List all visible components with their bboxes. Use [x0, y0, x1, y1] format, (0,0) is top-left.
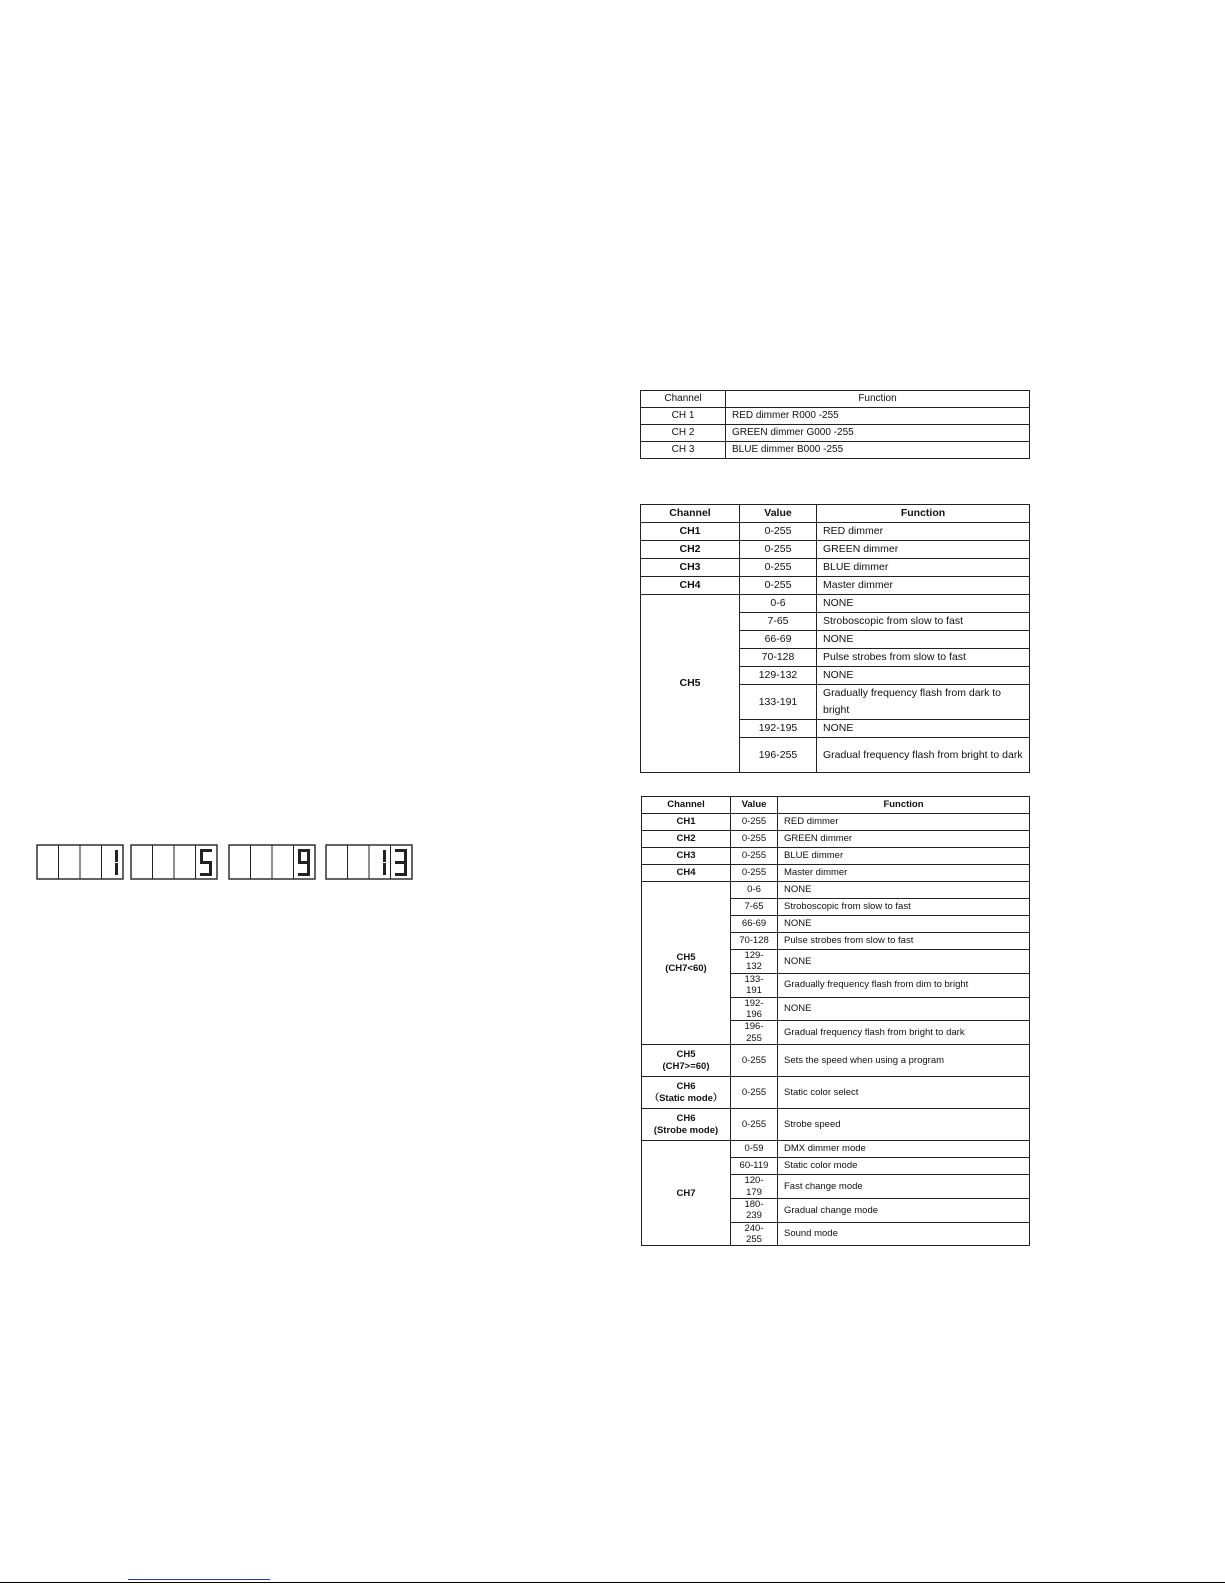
- value-cell: 7-65: [740, 613, 817, 631]
- channel-name: CH6: [676, 1113, 696, 1125]
- table-header-row: [641, 505, 1030, 523]
- value-cell: 240-255: [731, 1222, 778, 1246]
- function-cell: Strobe speed: [778, 1109, 1030, 1141]
- value-cell: 66-69: [731, 916, 778, 933]
- value-cell: 192-196: [731, 997, 778, 1021]
- channel-table-5ch: [640, 504, 1030, 773]
- function-cell: Pulse strobes from slow to fast: [778, 933, 1030, 950]
- column-header: Channel: [641, 505, 740, 523]
- function-cell: Static color mode: [778, 1158, 1030, 1175]
- value-cell: 129-132: [740, 667, 817, 685]
- channel-name: CH5: [676, 951, 696, 963]
- value-cell: 0-255: [740, 559, 817, 577]
- value-cell: 0-6: [731, 882, 778, 899]
- function-cell: Master dimmer: [817, 577, 1030, 595]
- display-address-5: [131, 845, 217, 879]
- page-bottom-rule: [0, 1582, 1225, 1583]
- channel-cell: [642, 882, 731, 1045]
- column-header: Function: [778, 797, 1030, 814]
- function-cell: BLUE dimmer B000 -255: [726, 442, 1030, 459]
- function-cell: Fast change mode: [778, 1175, 1030, 1199]
- table-row: [642, 1045, 1030, 1077]
- channel-cell: CH4: [641, 577, 740, 595]
- function-cell: RED dimmer: [817, 523, 1030, 541]
- table-row: [641, 559, 1030, 577]
- table-header-row: [641, 391, 1030, 408]
- table-row: [641, 408, 1030, 425]
- channel-cell: CH2: [642, 831, 731, 848]
- channel-name: CH5: [676, 1049, 696, 1061]
- function-cell: BLUE dimmer: [778, 848, 1030, 865]
- function-cell: DMX dimmer mode: [778, 1141, 1030, 1158]
- value-cell: 0-255: [740, 523, 817, 541]
- channel-cell: CH1: [642, 814, 731, 831]
- value-cell: 0-255: [731, 865, 778, 882]
- function-cell: RED dimmer: [778, 814, 1030, 831]
- channel-cell: CH1: [641, 523, 740, 541]
- value-cell: 70-128: [731, 933, 778, 950]
- table-row: [641, 442, 1030, 459]
- channel-cell: CH 1: [641, 408, 726, 425]
- channel-cell: CH4: [642, 865, 731, 882]
- function-cell: Static color select: [778, 1077, 1030, 1109]
- channel-cell: CH3: [642, 848, 731, 865]
- value-cell: 196-255: [740, 738, 817, 773]
- channel-condition: （Static mode）: [649, 1092, 723, 1104]
- function-cell: Sound mode: [778, 1222, 1030, 1246]
- channel-condition: (CH7<60): [665, 963, 707, 975]
- digit-1: [383, 850, 386, 875]
- function-cell: NONE: [817, 631, 1030, 649]
- channel-cell: [642, 1045, 731, 1077]
- value-cell: 180-239: [731, 1198, 778, 1222]
- function-cell: Gradual change mode: [778, 1198, 1030, 1222]
- function-cell: Pulse strobes from slow to fast: [817, 649, 1030, 667]
- value-cell: 0-255: [731, 848, 778, 865]
- table-header-row: [642, 797, 1030, 814]
- value-cell: 0-255: [731, 831, 778, 848]
- function-cell: NONE: [817, 667, 1030, 685]
- column-header: Channel: [642, 797, 731, 814]
- function-cell: NONE: [817, 720, 1030, 738]
- function-cell: BLUE dimmer: [817, 559, 1030, 577]
- value-cell: 0-255: [731, 1077, 778, 1109]
- function-cell: Master dimmer: [778, 865, 1030, 882]
- display-address-9: [229, 845, 315, 879]
- column-header: Function: [726, 391, 1030, 408]
- footnote-link-line[interactable]: [128, 1579, 270, 1580]
- function-cell: Sets the speed when using a program: [778, 1045, 1030, 1077]
- value-cell: 196-255: [731, 1021, 778, 1045]
- function-cell: Gradual frequency flash from bright to dark: [778, 1021, 1030, 1045]
- channel-table-7ch: [641, 796, 1030, 1246]
- column-header: Value: [740, 505, 817, 523]
- table-row: [641, 595, 1030, 613]
- table-row: [642, 1077, 1030, 1109]
- channel-condition: (CH7>=60): [662, 1060, 710, 1072]
- function-cell: Gradual frequency flash from bright to dark: [817, 738, 1030, 773]
- table-row: [642, 865, 1030, 882]
- table-row: [641, 425, 1030, 442]
- function-cell: Stroboscopic from slow to fast: [817, 613, 1030, 631]
- digit-5: [200, 849, 212, 876]
- value-cell: 133-191: [740, 685, 817, 720]
- function-cell: NONE: [778, 997, 1030, 1021]
- table-row: [642, 882, 1030, 899]
- table-row: [641, 577, 1030, 595]
- value-cell: 70-128: [740, 649, 817, 667]
- column-header: Channel: [641, 391, 726, 408]
- digit-1: [115, 850, 118, 875]
- function-cell: NONE: [778, 882, 1030, 899]
- function-cell: Gradually frequency flash from dim to bright: [778, 973, 1030, 997]
- function-cell: Gradually frequency flash from dark to bright: [817, 685, 1030, 720]
- function-cell: GREEN dimmer: [817, 541, 1030, 559]
- channel-cell: CH3: [641, 559, 740, 577]
- column-header: Function: [817, 505, 1030, 523]
- value-cell: 60-119: [731, 1158, 778, 1175]
- value-cell: 192-195: [740, 720, 817, 738]
- channel-table-3ch: [640, 390, 1030, 459]
- function-cell: GREEN dimmer: [778, 831, 1030, 848]
- value-cell: 120-179: [731, 1175, 778, 1199]
- channel-cell: CH5: [641, 595, 740, 773]
- table-row: [642, 831, 1030, 848]
- table-row: [641, 541, 1030, 559]
- value-cell: 7-65: [731, 899, 778, 916]
- function-cell: NONE: [778, 950, 1030, 974]
- value-cell: 0-6: [740, 595, 817, 613]
- value-cell: 129-132: [731, 950, 778, 974]
- value-cell: 0-255: [731, 814, 778, 831]
- value-cell: 0-255: [740, 577, 817, 595]
- table-row: [642, 1141, 1030, 1158]
- channel-cell: CH 2: [641, 425, 726, 442]
- value-cell: 133-191: [731, 973, 778, 997]
- table-row: [642, 1109, 1030, 1141]
- channel-condition: (Strobe mode): [653, 1124, 719, 1136]
- digit-9: [298, 849, 310, 876]
- channel-cell: [642, 1077, 731, 1109]
- function-cell: RED dimmer R000 -255: [726, 408, 1030, 425]
- channel-cell: [642, 1109, 731, 1141]
- function-cell: GREEN dimmer G000 -255: [726, 425, 1030, 442]
- function-cell: Stroboscopic from slow to fast: [778, 899, 1030, 916]
- function-cell: NONE: [778, 916, 1030, 933]
- address-displays: [35, 842, 425, 882]
- channel-cell: CH7: [642, 1141, 731, 1246]
- table-row: [642, 814, 1030, 831]
- display-address-1: [37, 845, 123, 879]
- channel-cell: CH 3: [641, 442, 726, 459]
- value-cell: 0-255: [740, 541, 817, 559]
- table-row: [642, 848, 1030, 865]
- channel-cell: CH2: [641, 541, 740, 559]
- value-cell: 66-69: [740, 631, 817, 649]
- table-row: [641, 523, 1030, 541]
- digit-3: [395, 849, 407, 876]
- channel-name: CH6: [676, 1081, 696, 1093]
- function-cell: NONE: [817, 595, 1030, 613]
- value-cell: 0-59: [731, 1141, 778, 1158]
- display-address-13: [326, 845, 412, 879]
- column-header: Value: [731, 797, 778, 814]
- value-cell: 0-255: [731, 1045, 778, 1077]
- value-cell: 0-255: [731, 1109, 778, 1141]
